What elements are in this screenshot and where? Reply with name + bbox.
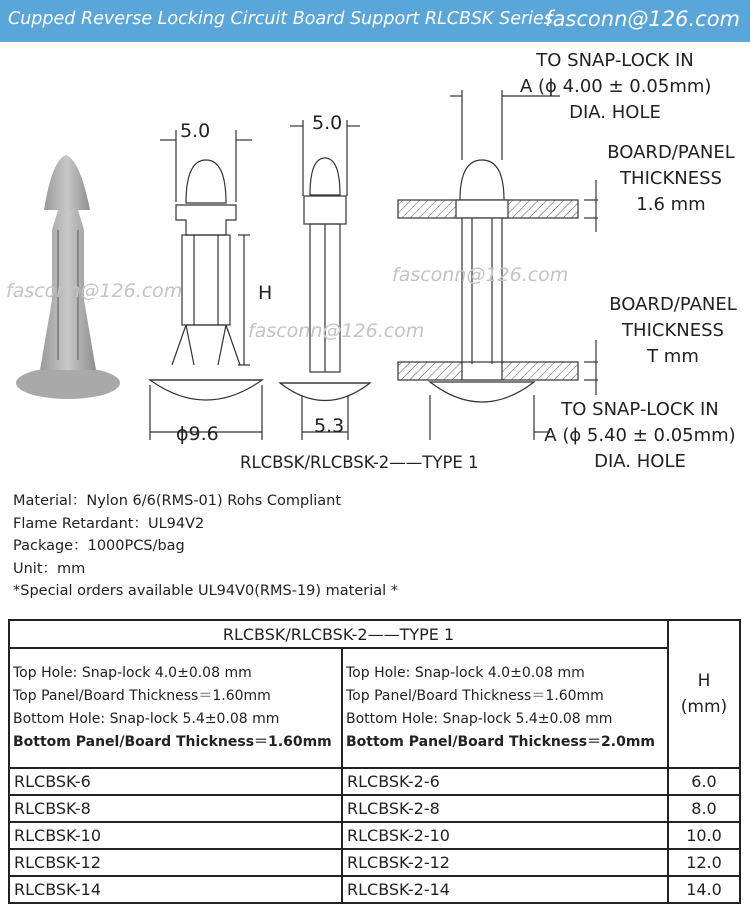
spec-special-order: *Special orders available UL94V0(RMS-19) material *	[13, 583, 399, 599]
desc-line: Top Panel/Board Thickness＝1.60mm	[13, 688, 271, 704]
desc-line: Bottom Hole: Snap-lock 5.4±0.08 mm	[13, 711, 280, 727]
part-number-a: RLCBSK-14	[9, 876, 342, 903]
h-header	[668, 620, 740, 768]
product-photo	[16, 155, 120, 399]
spec-table	[8, 619, 741, 904]
part-number-a: RLCBSK-12	[9, 849, 342, 876]
part-number-a: RLCBSK-10	[9, 822, 342, 849]
callout-line: A (ϕ 4.00 ± 0.05mm)	[520, 76, 712, 97]
spec-material: Material：Nylon 6/6(RMS-01) Rohs Compliant	[13, 493, 342, 509]
part-number-b: RLCBSK-2-14	[342, 876, 668, 903]
spec-unit: Unit：mm	[13, 560, 86, 577]
bottom-hole-callout	[540, 397, 740, 475]
title-bar	[0, 0, 750, 42]
h-header-unit: (mm)	[680, 697, 728, 717]
part-number-b: RLCBSK-2-6	[342, 768, 668, 795]
desc-line: Top Hole: Snap-lock 4.0±0.08 mm	[13, 665, 252, 681]
dim-top-width-front: 5.0	[312, 112, 343, 134]
desc-line-bold: Bottom Panel/Board Thickness＝2.0mm	[346, 734, 656, 750]
callout-line: DIA. HOLE	[594, 451, 686, 472]
callout-line: THICKNESS	[622, 320, 724, 341]
callout-line: A (ϕ 5.40 ± 0.05mm)	[544, 425, 736, 446]
height-value: 6.0	[668, 768, 740, 795]
desc-line: Top Panel/Board Thickness＝1.60mm	[346, 688, 604, 704]
callout-line: THICKNESS	[620, 168, 722, 189]
page-title: Cupped Reverse Locking Circuit Board Support RLCBSK Series	[8, 9, 553, 29]
dim-top-width-side: 5.0	[180, 120, 211, 142]
table-row	[9, 849, 740, 876]
dim-base-width-front: 5.3	[314, 415, 345, 437]
desc-line-bold: Bottom Panel/Board Thickness＝1.60mm	[13, 734, 332, 750]
dim-base-diameter: ϕ9.6	[176, 423, 219, 445]
watermark: fasconn@126.com	[6, 280, 183, 302]
callout-line: 1.6 mm	[636, 194, 706, 215]
height-value: 14.0	[668, 876, 740, 903]
part-number-b: RLCBSK-2-12	[342, 849, 668, 876]
spec-package: Package：1000PCS/bag	[13, 538, 185, 554]
spec-list	[13, 490, 398, 603]
table-row	[9, 876, 740, 903]
height-value: 12.0	[668, 849, 740, 876]
callout-line: T mm	[647, 346, 699, 367]
part-number-b: RLCBSK-2-10	[342, 822, 668, 849]
col2-description	[342, 648, 668, 768]
watermark: fasconn@126.com	[392, 264, 569, 286]
h-header-label: H	[697, 671, 711, 691]
top-hole-callout	[520, 48, 710, 126]
part-number-a: RLCBSK-6	[9, 768, 342, 795]
callout-line: TO SNAP-LOCK IN	[536, 50, 694, 71]
callout-line: DIA. HOLE	[569, 102, 661, 123]
desc-line: Top Hole: Snap-lock 4.0±0.08 mm	[346, 665, 585, 681]
drawing-caption: RLCBSK/RLCBSK-2——TYPE 1	[240, 453, 479, 472]
dim-height-h: H	[258, 282, 273, 304]
table-row	[9, 795, 740, 822]
part-number-a: RLCBSK-8	[9, 795, 342, 822]
spec-flame-retardant: Flame Retardant：UL94V2	[13, 515, 205, 532]
height-value: 8.0	[668, 795, 740, 822]
desc-line: Bottom Hole: Snap-lock 5.4±0.08 mm	[346, 711, 613, 727]
contact-email: fasconn@126.com	[545, 7, 740, 31]
table-row	[9, 822, 740, 849]
height-value: 10.0	[668, 822, 740, 849]
callout-line: BOARD/PANEL	[609, 294, 737, 315]
callout-line: TO SNAP-LOCK IN	[561, 399, 719, 420]
front-view-drawing	[280, 120, 370, 440]
bottom-board-callout	[598, 292, 748, 370]
col1-description	[9, 648, 342, 768]
watermark: fasconn@126.com	[248, 320, 425, 342]
callout-line: BOARD/PANEL	[607, 142, 735, 163]
part-number-b: RLCBSK-2-8	[342, 795, 668, 822]
top-board-callout	[596, 140, 746, 218]
table-title: RLCBSK/RLCBSK-2——TYPE 1	[9, 620, 668, 648]
table-row	[9, 768, 740, 795]
